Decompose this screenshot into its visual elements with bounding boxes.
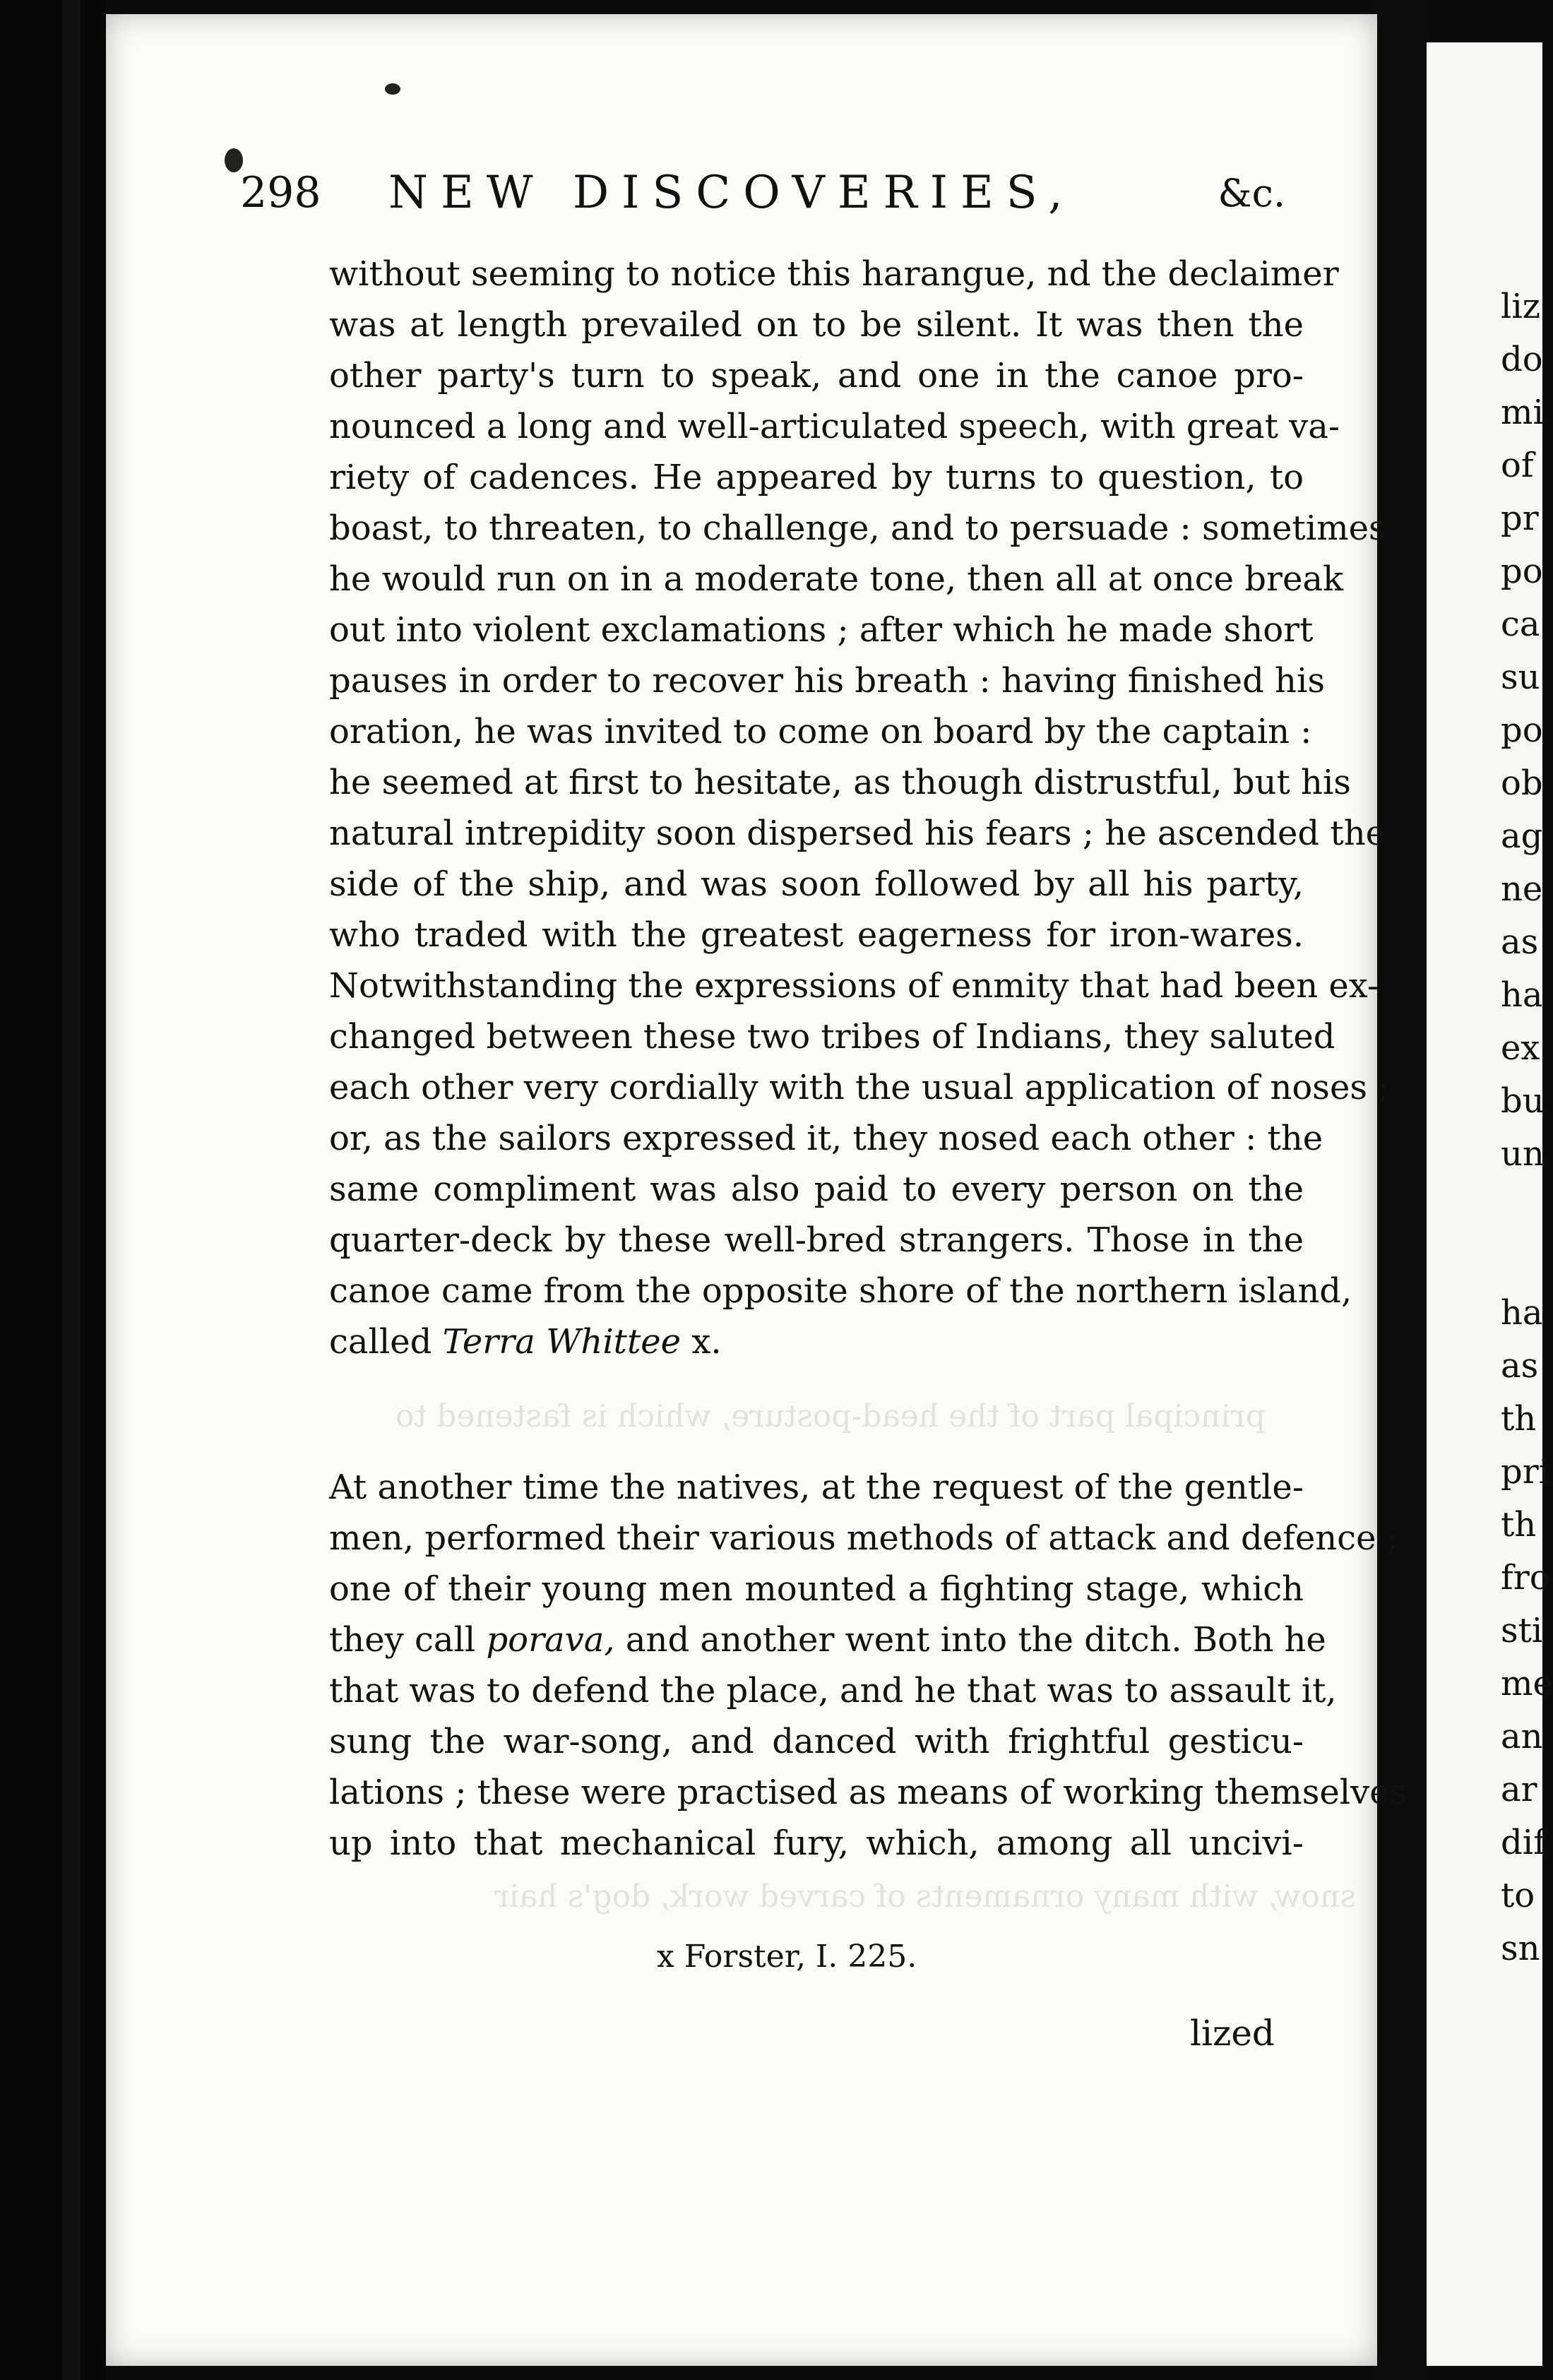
facing-page-fragment: ne: [1501, 869, 1543, 909]
text-line: [329, 1564, 1304, 1614]
facing-page-fragment: sti: [1501, 1611, 1543, 1650]
line-text: other party's turn to speak, and one in the canoe pro-: [329, 356, 1304, 395]
text-line: [329, 960, 1379, 1011]
text-line: [329, 910, 1304, 960]
line-text: changed between these two tribes of Indians, they saluted: [329, 1017, 1335, 1057]
line-text: that was to defend the place, and he that was to assault it,: [329, 1671, 1337, 1710]
facing-page-fragment: as: [1501, 1346, 1539, 1386]
facing-page-fragment: sn: [1501, 1929, 1540, 1968]
facing-page-fragment: pr: [1501, 499, 1539, 538]
line-text: each other very cordially with the usual application of noses ;: [329, 1068, 1390, 1107]
line-text: without seeming to notice this harangue, nd the declaimer: [329, 254, 1339, 294]
facing-page-fragment: do: [1501, 340, 1543, 379]
facing-page-fragment: ex: [1501, 1028, 1540, 1068]
catchword: lized: [1190, 2013, 1275, 2054]
text-line: [329, 1316, 1304, 1367]
bleed-through-text: principal part of the head-posture, which is fastened to: [395, 1398, 1266, 1434]
line-text: same compliment was also paid to every person on the: [329, 1170, 1304, 1209]
running-title: NEW DISCOVERIES,: [388, 167, 1076, 219]
line-text: was at length prevailed on to be silent. It was then the: [329, 305, 1304, 345]
facing-page-fragment: mi: [1501, 393, 1544, 432]
binding-gutter: [0, 0, 106, 2380]
text-line: [329, 1716, 1304, 1767]
line-text: and another went into the ditch. Both he: [625, 1620, 1326, 1660]
running-header: [240, 161, 1285, 225]
page-number: 298: [240, 168, 321, 218]
facing-page-fragment: su: [1501, 658, 1540, 697]
facing-page-fragment: bu: [1501, 1081, 1545, 1121]
text-line: [329, 452, 1304, 503]
text-line: [329, 299, 1304, 350]
text-line: [329, 655, 1325, 706]
line-text: Notwithstanding the expressions of enmity that had been ex-: [329, 966, 1379, 1006]
ink-speck: [385, 83, 400, 95]
line-text: x.: [691, 1322, 722, 1362]
text-line: [329, 1614, 1326, 1665]
text-line: [329, 757, 1351, 808]
line-text: nounced a long and well-articulated speech, with great va-: [329, 407, 1340, 446]
facing-page-fragment: ag: [1501, 816, 1543, 856]
text-line: [329, 808, 1386, 859]
line-text: or, as the sailors expressed it, they nosed each other : the: [329, 1119, 1323, 1158]
text-line: [329, 706, 1312, 757]
text-line: [329, 554, 1344, 605]
line-text: out into violent exclamations ; after which he made short: [329, 610, 1314, 650]
text-line: [329, 401, 1340, 452]
line-text: side of the ship, and was soon followed by all his party,: [329, 864, 1304, 904]
text-line: [329, 249, 1339, 299]
text-line: [329, 1062, 1390, 1113]
facing-page-fragment: ca: [1501, 605, 1540, 644]
facing-page-fragment: fro: [1501, 1558, 1550, 1597]
line-text: called: [329, 1322, 432, 1362]
text-line: [329, 350, 1304, 401]
line-text: he would run on in a moderate tone, then all at once break: [329, 559, 1344, 599]
italic-text: Terra Whittee: [442, 1322, 682, 1362]
facing-page-fragment: un: [1501, 1134, 1545, 1174]
line-text: who traded with the greatest eagerness for iron-wares.: [329, 915, 1304, 955]
text-line: [329, 605, 1314, 655]
running-title-etc: &c.: [1218, 171, 1285, 215]
line-text: quarter-deck by these well-bred strangers. Those in the: [329, 1220, 1304, 1260]
line-text: sung the war-song, and danced with frightful gesticu-: [329, 1722, 1304, 1761]
facing-page-fragment: of: [1501, 446, 1534, 485]
text-line: [329, 1462, 1304, 1513]
facing-page-fragment: po: [1501, 710, 1543, 750]
italic-text: porava,: [486, 1620, 615, 1660]
bleed-through-text: snow, with many ornaments of carved work, dog's hair: [494, 1879, 1356, 1915]
text-line: [329, 1215, 1304, 1266]
facing-page-fragment: an: [1501, 1717, 1543, 1756]
facing-page-fragment: th: [1501, 1505, 1537, 1545]
text-line: [329, 1665, 1337, 1716]
facing-page-fragment: me: [1501, 1664, 1553, 1703]
paragraph-2: [329, 1462, 1408, 1869]
text-line: [329, 503, 1386, 554]
line-text: riety of cadences. He appeared by turns to question, to: [329, 458, 1304, 497]
text-line: [329, 1113, 1323, 1164]
facing-page-fragment: to: [1501, 1876, 1535, 1915]
text-line: [329, 1164, 1304, 1215]
facing-page-fragment: ha: [1501, 975, 1543, 1015]
line-text: up into that mechanical fury, which, among all uncivi-: [329, 1823, 1304, 1863]
text-line: [329, 859, 1304, 910]
paragraph-1: [329, 249, 1390, 1367]
facing-page-fragment: ha: [1501, 1293, 1543, 1333]
binding-edge: [62, 0, 81, 2380]
line-text: pauses in order to recover his breath : having finished his: [329, 661, 1325, 701]
facing-page-fragment: dif: [1501, 1823, 1546, 1862]
text-line: [329, 1513, 1398, 1564]
line-text: boast, to threaten, to challenge, and to persuade : sometimes: [329, 508, 1386, 548]
text-line: [329, 1818, 1304, 1869]
line-text: oration, he was invited to come on board by the captain :: [329, 712, 1312, 751]
footnote: x Forster, I. 225.: [657, 1939, 917, 1975]
facing-page-fragment: ar: [1501, 1770, 1537, 1809]
page-gap: [1377, 0, 1427, 2380]
line-text: he seemed at first to hesitate, as though distrustful, but his: [329, 763, 1351, 802]
facing-page-fragment: th: [1501, 1399, 1537, 1439]
line-text: At another time the natives, at the request of the gentle-: [329, 1468, 1304, 1507]
facing-page-fragment: as: [1501, 922, 1539, 962]
text-line: [329, 1266, 1352, 1316]
text-line: [329, 1011, 1335, 1062]
facing-page-fragment: ob: [1501, 763, 1543, 803]
line-text: canoe came from the opposite shore of the northern island,: [329, 1271, 1352, 1311]
text-line: [329, 1767, 1408, 1818]
facing-page-fragment: pri: [1501, 1452, 1550, 1492]
facing-page: [1427, 42, 1542, 2366]
line-text: lations ; these were practised as means of working themselves: [329, 1773, 1408, 1812]
facing-page-fragment: po: [1501, 552, 1543, 591]
line-text: men, performed their various methods of attack and defence ;: [329, 1518, 1398, 1558]
facing-page-fragment: liz: [1501, 287, 1540, 326]
line-text: natural intrepidity soon dispersed his fears ; he ascended the: [329, 814, 1386, 853]
line-text: they call: [329, 1620, 476, 1660]
line-text: one of their young men mounted a fighting stage, which: [329, 1569, 1304, 1609]
